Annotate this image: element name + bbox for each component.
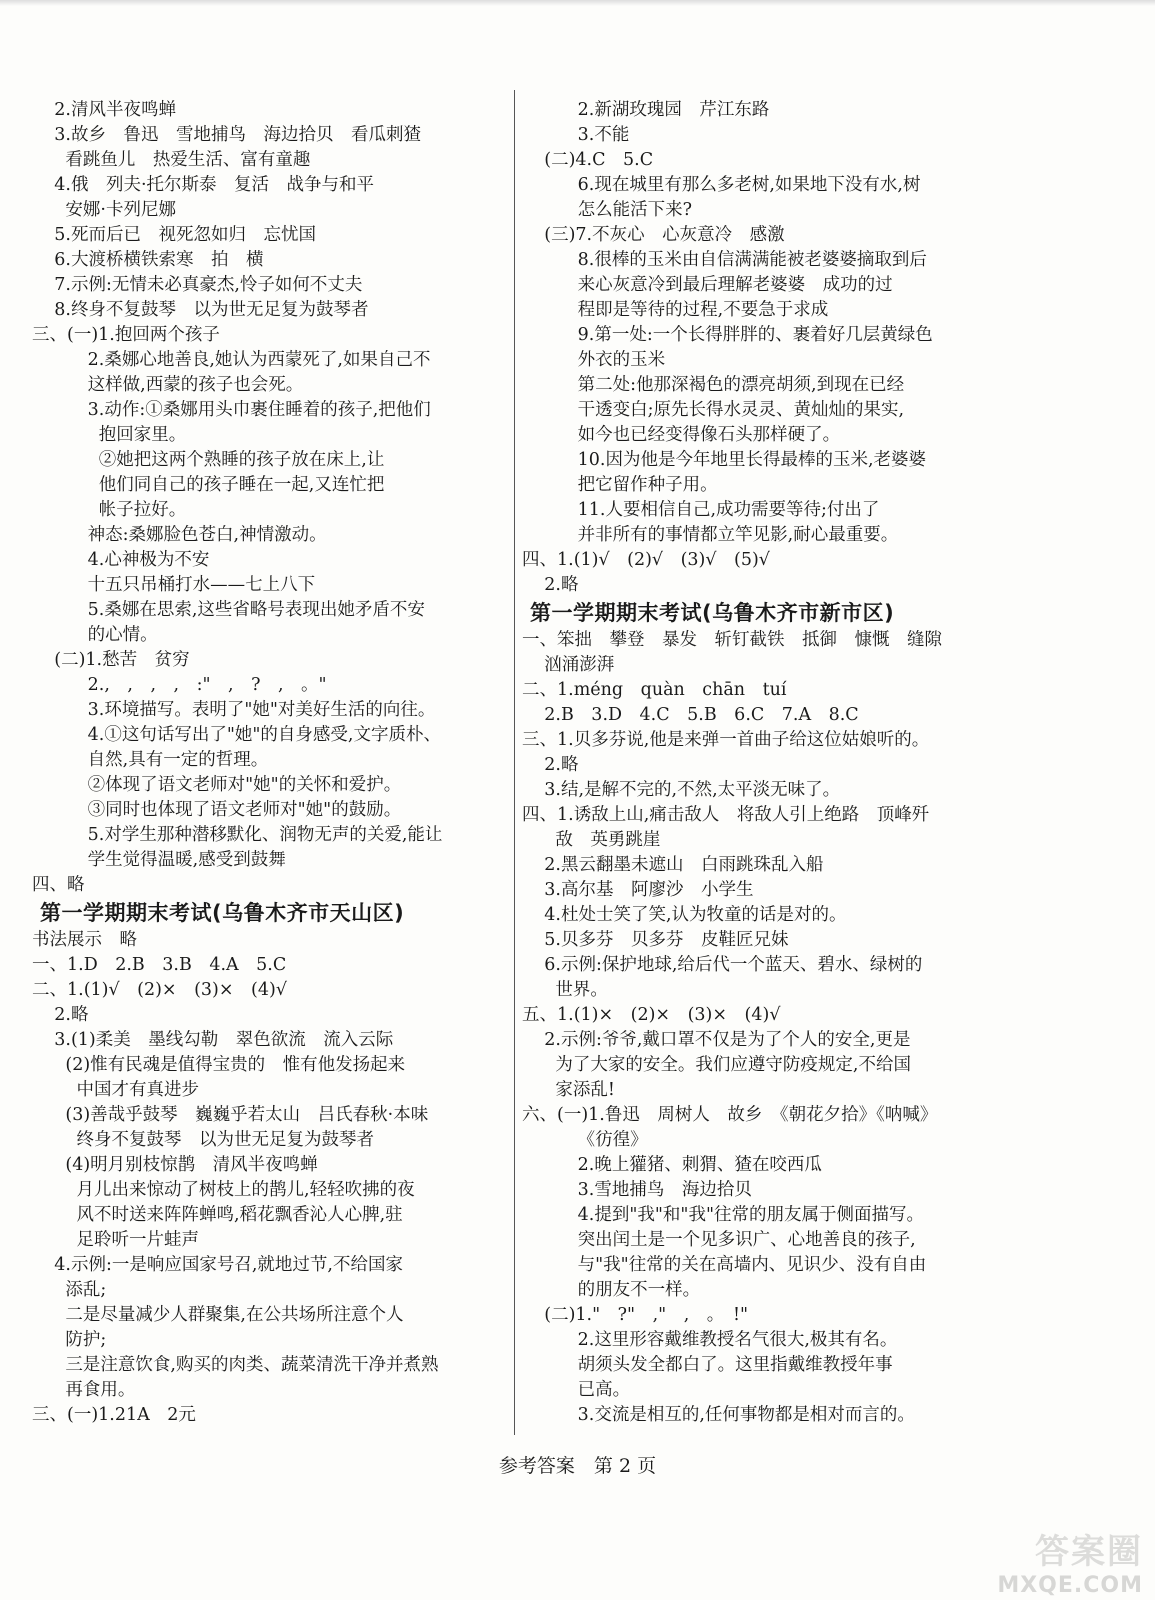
answer-line: 书法展示 略 [32, 930, 137, 950]
answer-line: 四、1.(1)√ (2)√ (3)√ (5)√ [522, 550, 770, 570]
answer-line: 把它留作种子用。 [522, 475, 718, 495]
answer-line: 4.杜处士笑了笑,认为牧童的话是对的。 [522, 905, 847, 925]
top-edge [0, 0, 1155, 6]
answer-line: 8.终身不复鼓琴 以为世无足复为鼓琴者 [32, 300, 369, 320]
answer-line: 学生觉得温暖,感受到鼓舞 [32, 850, 286, 870]
answer-line: 他们同自己的孩子睡在一起,又连忙把 [32, 475, 385, 495]
answer-line: 家添乱! [522, 1080, 615, 1100]
section-heading: 第一学期期末考试(乌鲁木齐市天山区) [40, 901, 405, 925]
answer-line: 10.因为他是今年地里长得最棒的玉米,老婆婆 [522, 450, 927, 470]
answer-line: ②她把这两个熟睡的孩子放在床上,让 [32, 450, 385, 470]
answer-line: 三、1.贝多芬说,他是来弹一首曲子给这位姑娘听的。 [522, 730, 930, 750]
answer-line: 3.环境描写。表明了"她"对美好生活的向往。 [32, 700, 436, 720]
answer-line: 四、略 [32, 875, 85, 895]
answer-line: 的心情。 [32, 625, 158, 645]
answer-line: 4.俄 列夫·托尔斯泰 复活 战争与和平 [32, 175, 375, 195]
answer-line: 5.桑娜在思索,这些省略号表现出她矛盾不安 [32, 600, 425, 620]
answer-line: 月儿出来惊动了树枝上的鹊儿,轻轻吹拂的夜 [32, 1180, 415, 1200]
answer-line: 风不时送来阵阵蝉鸣,稻花飘香沁人心脾,驻 [32, 1205, 403, 1225]
answer-line: 这样做,西蒙的孩子也会死。 [32, 375, 304, 395]
answer-line: 3.结,是解不完的,不然,太平淡无味了。 [522, 780, 841, 800]
answer-line: 2., , , , :" , ? , 。" [32, 675, 327, 695]
answer-line: 2.略 [522, 755, 579, 775]
answer-line: (2)惟有民魂是值得宝贵的 惟有他发扬起来 [32, 1055, 406, 1075]
answer-line: 3.交流是相互的,任何事物都是相对而言的。 [522, 1405, 915, 1425]
answer-line: 三、(一)1.21A 2元 [32, 1405, 196, 1425]
answer-line: 与"我"往常的关在高墙内、见识少、没有自由 [522, 1255, 927, 1275]
answer-line: (4)明月别枝惊鹊 清风半夜鸣蝉 [32, 1155, 318, 1175]
answer-line: 二是尽量减少人群聚集,在公共场所注意个人 [32, 1305, 404, 1325]
answer-line: 3.(1)柔美 墨线勾勒 翠色欲流 流入云际 [32, 1030, 394, 1050]
answer-line: 干透变白;原先长得水灵灵、黄灿灿的果实, [522, 400, 905, 420]
answer-line: 世界。 [522, 980, 608, 1000]
answer-line: 外衣的玉米 [522, 350, 666, 370]
answer-line: 3.动作:①桑娜用头巾裹住睡着的孩子,把他们 [32, 400, 431, 420]
answer-line: 十五只吊桶打水——七上八下 [32, 575, 316, 595]
answer-line: 六、(一)1.鲁迅 周树人 故乡 《朝花夕拾》《呐喊》 [522, 1105, 938, 1125]
answer-line: 终身不复鼓琴 以为世无足复为鼓琴者 [32, 1130, 375, 1150]
answer-line: 二、1.(1)√ (2)× (3)× (4)√ [32, 980, 287, 1000]
left-column [32, 98, 517, 1428]
right-column [522, 98, 1007, 1428]
answer-line: (二)4.C 5.C [522, 150, 654, 170]
answer-line: 11.人要相信自己,成功需要等待;付出了 [522, 500, 880, 520]
answer-line: 4.①这句话写出了"她"的自身感受,文字质朴、 [32, 725, 441, 745]
answer-line: 2.略 [522, 575, 579, 595]
answer-line: 2.晚上獾猪、刺猬、猹在咬西瓜 [522, 1155, 822, 1175]
answer-line: ③同时也体现了语文老师对"她"的鼓励。 [32, 800, 402, 820]
answer-line: 3.雪地捕鸟 海边拾贝 [522, 1180, 752, 1200]
answer-line: 三是注意饮食,购买的肉类、蔬菜清洗干净并煮熟 [32, 1355, 439, 1375]
answer-line: 2.这里形容戴维教授名气很大,极其有名。 [522, 1330, 898, 1350]
watermark-url: MXQE.COM [997, 1573, 1143, 1598]
answer-line: 抱回家里。 [32, 425, 187, 445]
answer-line: 五、1.(1)× (2)× (3)× (4)√ [522, 1005, 781, 1025]
answer-line: ②体现了语文老师对"她"的关怀和爱护。 [32, 775, 402, 795]
answer-line: 的朋友不一样。 [522, 1280, 701, 1300]
answer-line: 2.黑云翻墨未遮山 白雨跳珠乱入船 [522, 855, 824, 875]
answer-line: 汹涌澎湃 [522, 655, 615, 675]
answer-line: 2.示例:爷爷,戴口罩不仅是为了个人的安全,更是 [522, 1030, 911, 1050]
answer-line: 2.清风半夜鸣蝉 [32, 100, 176, 120]
answer-line: 2.桑娜心地善良,她认为西蒙死了,如果自己不 [32, 350, 431, 370]
answer-line: 敌 英勇跳崖 [522, 830, 661, 850]
answer-line: 并非所有的事情都立竿见影,耐心最重要。 [522, 525, 899, 545]
answer-line: 5.对学生那种潜移默化、润物无声的关爱,能让 [32, 825, 443, 845]
answer-line: 3.不能 [522, 125, 630, 145]
watermark-logo-text: 答案圈 [1035, 1532, 1143, 1572]
answer-line: 突出闰土是一个见多识广、心地善良的孩子, [522, 1230, 916, 1250]
answer-line: 5.贝多芬 贝多芬 皮鞋匠兄妹 [522, 930, 789, 950]
answer-line: 安娜·卡列尼娜 [32, 200, 176, 220]
answer-line: 神态:桑娜脸色苍白,神情激动。 [32, 525, 327, 545]
answer-line: 2.B 3.D 4.C 5.B 6.C 7.A 8.C [522, 705, 859, 725]
answer-line: 怎么能活下来? [522, 200, 693, 220]
answer-line: 如今也已经变得像石头那样硬了。 [522, 425, 841, 445]
answer-line: 8.很棒的玉米由自信满满能被老婆婆摘取到后 [522, 250, 927, 270]
answer-line: 来心灰意冷到最后理解老婆婆 成功的过 [522, 275, 893, 295]
answer-line: 三、(一)1.抱回两个孩子 [32, 325, 220, 345]
answer-line: 2.新湖玫瑰园 芹江东路 [522, 100, 770, 120]
answer-line: 添乱; [32, 1280, 107, 1300]
answer-line: 4.心神极为不安 [32, 550, 210, 570]
answer-line: 自然,具有一定的哲理。 [32, 750, 269, 770]
answer-line: 第二处:他那深褐色的漂亮胡须,到现在已经 [522, 375, 905, 395]
answer-line: 再食用。 [32, 1380, 136, 1400]
answer-line: 6.大渡桥横铁索寒 拍 横 [32, 250, 264, 270]
answer-line: 四、1.诱敌上山,痛击敌人 将敌人引上绝路 顶峰歼 [522, 805, 930, 825]
answer-line: 6.示例:保护地球,给后代一个蓝天、碧水、绿树的 [522, 955, 923, 975]
answer-line: 二、1.méng quàn chān tuí [522, 680, 787, 700]
section-heading: 第一学期期末考试(乌鲁木齐市新市区) [530, 601, 895, 625]
answer-line: 4.示例:一是响应国家号召,就地过节,不给国家 [32, 1255, 403, 1275]
answer-line: (二)1." ?" ," , 。 !" [522, 1305, 749, 1325]
answer-line: 《彷徨》 [522, 1130, 648, 1150]
watermark-logo [953, 1524, 1143, 1598]
answer-line: 足聆听一片蛙声 [32, 1230, 200, 1250]
answer-line: 3.高尔基 阿廖沙 小学生 [522, 880, 754, 900]
answer-line: 一、笨拙 攀登 暴发 斩钉截铁 抵御 慷慨 缝隙 [522, 630, 942, 650]
answer-line: 看跳鱼儿 热爱生活、富有童趣 [32, 150, 311, 170]
answer-line: 胡须头发全都白了。这里指戴维教授年事 [522, 1355, 893, 1375]
answer-line: 防护; [32, 1330, 107, 1350]
column-divider [514, 90, 515, 1435]
answer-line: 2.略 [32, 1005, 89, 1025]
answer-line: 帐子拉好。 [32, 500, 187, 520]
answer-line: (三)7.不灰心 心灰意冷 感激 [522, 225, 785, 245]
answer-line: 程即是等待的过程,不要急于求成 [522, 300, 829, 320]
answer-line: 已高。 [522, 1380, 631, 1400]
answer-line: 中国才有真进步 [32, 1080, 200, 1100]
answer-line: 9.第一处:一个长得胖胖的、裹着好几层黄绿色 [522, 325, 933, 345]
answer-line: (3)善哉乎鼓琴 巍巍乎若太山 吕氏春秋·本味 [32, 1105, 429, 1125]
answer-line: 3.故乡 鲁迅 雪地捕鸟 海边拾贝 看瓜刺猹 [32, 125, 421, 145]
answer-line: 为了大家的安全。我们应遵守防疫规定,不给国 [522, 1055, 911, 1075]
answer-line: 5.死而后已 视死忽如归 忘忧国 [32, 225, 316, 245]
answer-line: 7.示例:无情未必真豪杰,怜子如何不丈夫 [32, 275, 363, 295]
answer-line: 6.现在城里有那么多老树,如果地下没有水,树 [522, 175, 921, 195]
answer-line: 一、1.D 2.B 3.B 4.A 5.C [32, 955, 287, 975]
answer-line: 4.提到"我"和"我"往常的朋友属于侧面描写。 [522, 1205, 925, 1225]
page-footer: 参考答案 第 2 页 [498, 1455, 657, 1477]
answer-line: (二)1.愁苦 贫穷 [32, 650, 190, 670]
